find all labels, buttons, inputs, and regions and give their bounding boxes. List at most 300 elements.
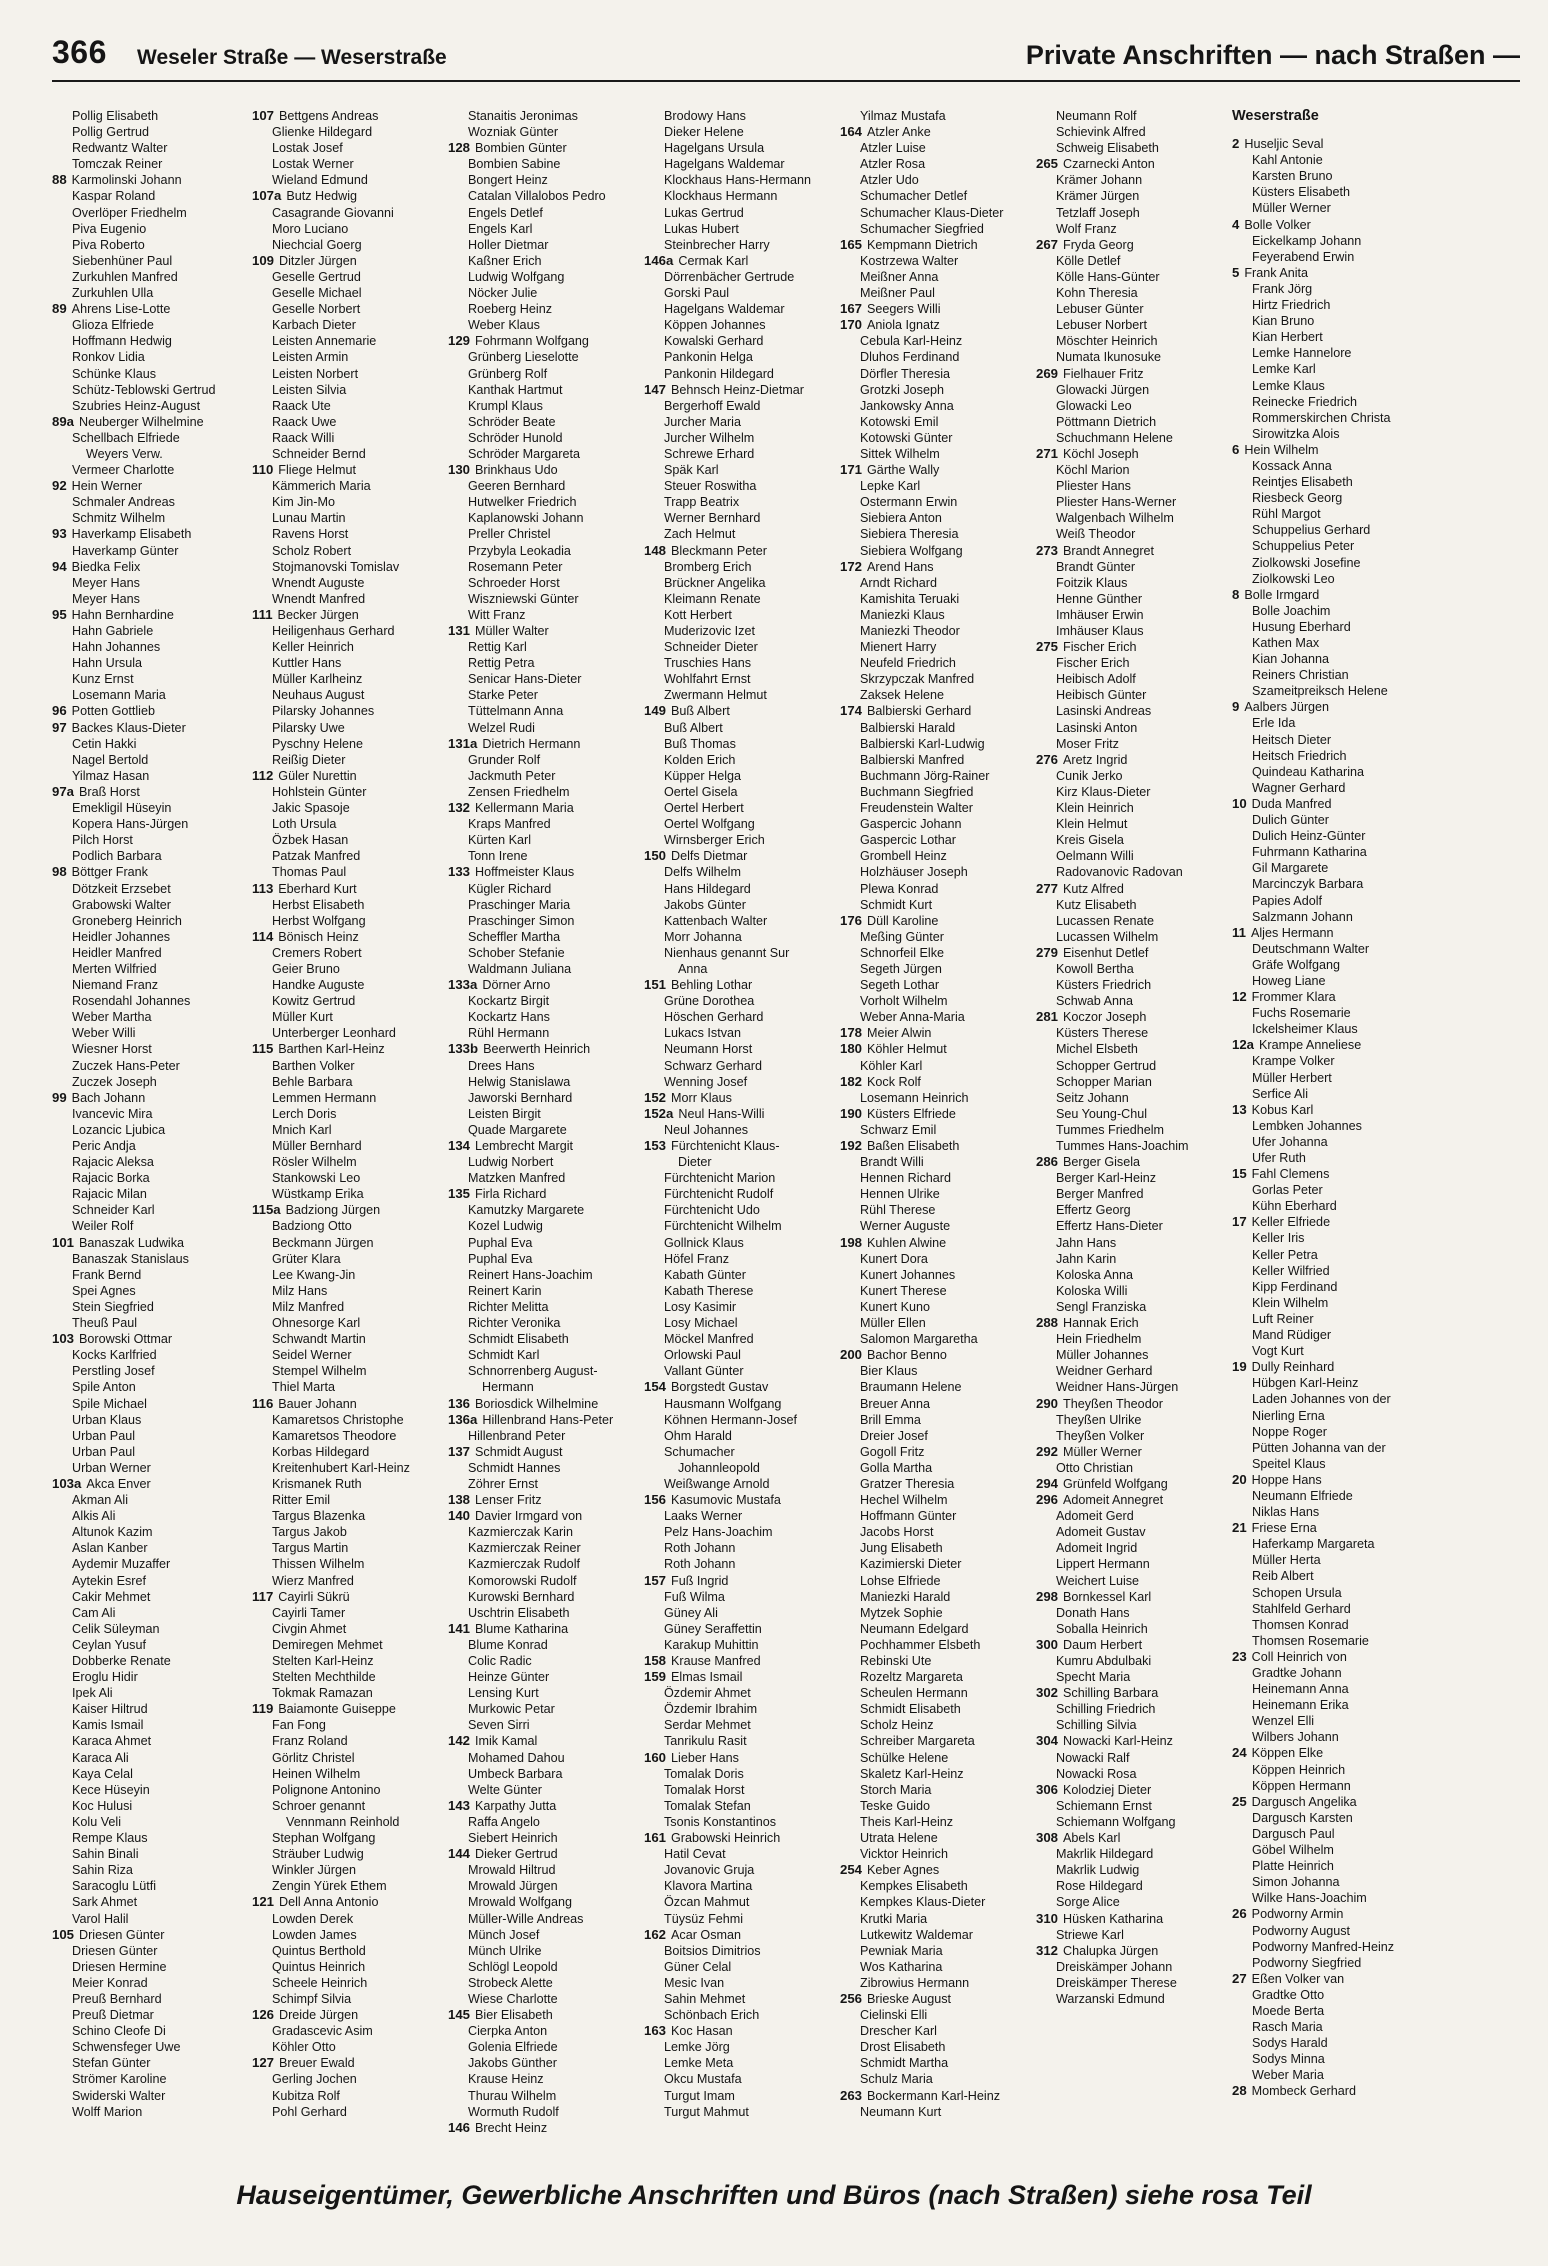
resident-name: Böttger Frank: [71, 865, 148, 880]
resident-entry: [644, 414, 840, 430]
resident-name: Meißner Paul: [860, 286, 935, 301]
resident-entry: [1036, 1701, 1232, 1717]
house-number: 92: [52, 478, 67, 494]
resident-name: Tomczak Reiner: [72, 157, 163, 172]
resident-name: Jung Elisabeth: [860, 1541, 943, 1556]
resident-name: Breuer Ewald: [279, 2056, 355, 2071]
resident-entry: [840, 752, 1036, 768]
resident-name: Lohse Elfriede: [860, 1573, 941, 1588]
resident-entry: [252, 1460, 448, 1476]
resident-entry: [52, 768, 252, 784]
resident-entry: [52, 2039, 252, 2055]
resident-name: Cakir Mehmet: [72, 1589, 151, 1604]
resident-name: Marcinczyk Barbara: [1252, 877, 1364, 892]
resident-entry: [644, 559, 840, 575]
resident-entry: [1232, 1681, 1424, 1697]
resident-entry: [840, 1573, 1036, 1589]
resident-entry: [52, 1846, 252, 1862]
resident-name: Schmidt Elisabeth: [860, 1702, 961, 1717]
resident-name: Krämer Johann: [1056, 173, 1143, 188]
resident-name: Ziolkowski Josefine: [1252, 555, 1361, 570]
resident-name: Nierling Erna: [1252, 1408, 1325, 1423]
resident-entry: [840, 237, 1036, 253]
resident-entry: [1036, 1669, 1232, 1685]
resident-entry: [840, 575, 1036, 591]
resident-name: Meßing Günter: [860, 929, 944, 944]
resident-name: Tummes Friedhelm: [1056, 1122, 1164, 1137]
resident-name: Kazmierczak Reiner: [468, 1541, 581, 1556]
resident-entry: [1036, 687, 1232, 703]
resident-entry: [644, 1331, 840, 1347]
resident-entry: [252, 1717, 448, 1733]
resident-name: Hahn Johannes: [72, 640, 161, 655]
resident-name: Niklas Hans: [1252, 1505, 1320, 1520]
resident-name: Heiligenhaus Gerhard: [272, 624, 395, 638]
resident-entry: [252, 784, 448, 800]
resident-name: Schwensfeger Uwe: [72, 2040, 181, 2055]
resident-name: Kempmann Dietrich: [867, 237, 978, 252]
resident-name: Quintus Heinrich: [272, 1959, 366, 1974]
resident-entry: [448, 784, 644, 800]
resident-name: Serdar Mehmet: [664, 1718, 751, 1733]
resident-entry: [52, 945, 252, 961]
resident-name: Jankowsky Anna: [860, 398, 954, 413]
resident-entry: [252, 1009, 448, 1025]
resident-name: Urban Werner: [72, 1460, 151, 1475]
resident-name: Stempel Wilhelm: [272, 1364, 367, 1379]
resident-entry: [252, 607, 448, 623]
resident-name: Lemke Hannelore: [1252, 346, 1352, 361]
resident-entry: [840, 1991, 1036, 2007]
resident-name: Brandt Annegret: [1063, 543, 1155, 558]
resident-entry: [1232, 1552, 1424, 1568]
resident-entry: [1036, 720, 1232, 736]
resident-name: Schumacher: [664, 1444, 735, 1459]
column-7: [1232, 108, 1424, 2148]
resident-entry: [1232, 474, 1424, 490]
resident-entry: [448, 1685, 644, 1701]
resident-entry: [644, 961, 840, 977]
resident-entry: [252, 720, 448, 736]
house-number: 286: [1036, 1154, 1059, 1170]
resident-entry: [1232, 1037, 1424, 1053]
resident-name: Klein Heinrich: [1056, 801, 1134, 816]
resident-entry: [1036, 1186, 1232, 1202]
resident-entry: [448, 897, 644, 913]
resident-entry: [1036, 913, 1232, 929]
resident-name: Lepke Karl: [860, 479, 921, 494]
resident-name: Schuppelius Gerhard: [1252, 523, 1371, 538]
resident-name: Dörfler Theresia: [860, 366, 951, 381]
resident-name: Klavora Martina: [664, 1879, 753, 1894]
resident-name: Lozancic Ljubica: [72, 1122, 166, 1137]
resident-name: Frank Bernd: [72, 1267, 142, 1282]
resident-name: Engels Detlef: [468, 205, 543, 220]
resident-entry: [252, 671, 448, 687]
resident-name: Aytekin Esref: [72, 1573, 146, 1588]
house-number: 126: [252, 2007, 275, 2023]
resident-name: Bauer Johann: [278, 1396, 357, 1411]
resident-name: Breuer Anna: [860, 1396, 931, 1411]
house-number: 97: [52, 719, 67, 735]
resident-name: Scheele Heinrich: [272, 1975, 368, 1990]
resident-entry: [644, 462, 840, 478]
resident-entry: [1232, 1536, 1424, 1552]
resident-entry: [252, 124, 448, 140]
resident-entry: [1036, 285, 1232, 301]
resident-name: Tummes Hans-Joachim: [1056, 1139, 1189, 1153]
resident-name: Zaksek Helene: [860, 688, 944, 703]
resident-entry: [644, 977, 840, 993]
resident-entry: [52, 1605, 252, 1621]
resident-name: Köppen Elke: [1251, 1746, 1324, 1761]
resident-entry: [1036, 1041, 1232, 1057]
resident-name: Geier Bruno: [272, 961, 340, 976]
resident-name: Golenia Elfriede: [468, 2040, 558, 2055]
resident-name: Tokmak Ramazan: [272, 1686, 373, 1701]
resident-entry: [252, 1251, 448, 1267]
resident-name: Fuhrmann Katharina: [1252, 845, 1367, 860]
resident-name: Leisten Armin: [272, 350, 349, 365]
resident-name: Bier Elisabeth: [475, 2008, 553, 2023]
house-number: 263: [840, 2087, 863, 2103]
resident-entry: [252, 1154, 448, 1170]
resident-name: Thissen Wilhelm: [272, 1557, 365, 1572]
resident-entry: [448, 1122, 644, 1138]
resident-entry: [52, 897, 252, 913]
resident-entry: [644, 832, 840, 848]
resident-entry: [840, 1025, 1036, 1041]
resident-name: Wilke Hans-Joachim: [1252, 1891, 1367, 1906]
resident-name: Freudenstein Walter: [860, 801, 973, 816]
resident-name: Pankonin Hildegard: [664, 366, 774, 381]
house-number: 133b: [448, 1041, 479, 1057]
resident-name: Lowden James: [272, 1927, 357, 1942]
house-number: 165: [840, 236, 863, 252]
resident-entry: [448, 1540, 644, 1556]
resident-entry: [840, 1637, 1036, 1653]
resident-name: Mand Rüdiger: [1252, 1328, 1332, 1343]
resident-entry: [252, 736, 448, 752]
resident-name: Kuhlen Alwine: [867, 1235, 947, 1250]
resident-name: Weißwange Arnold: [664, 1476, 770, 1491]
house-number: 298: [1036, 1588, 1059, 1604]
resident-entry: [840, 1508, 1036, 1524]
resident-entry: [52, 1637, 252, 1653]
resident-name: Geselle Norbert: [272, 302, 361, 317]
resident-name: Klein Wilhelm: [1252, 1295, 1329, 1310]
resident-entry: [1232, 1408, 1424, 1424]
resident-name: Salomon Margaretha: [860, 1332, 978, 1347]
resident-name: Buß Thomas: [664, 736, 736, 751]
resident-entry: [252, 526, 448, 542]
resident-name: Neumann Horst: [664, 1042, 753, 1057]
resident-entry: [840, 1428, 1036, 1444]
resident-entry: [840, 1363, 1036, 1379]
resident-name: Hans Hildegard: [664, 881, 751, 896]
resident-name: Rosendahl Johannes: [72, 994, 191, 1009]
resident-name: Kempkes Klaus-Dieter: [860, 1895, 986, 1910]
house-number: 12a: [1232, 1037, 1255, 1053]
resident-entry: [252, 1444, 448, 1460]
resident-entry: [840, 768, 1036, 784]
resident-name: Heitsch Friedrich: [1252, 748, 1347, 763]
resident-name: Dietrich Hermann: [482, 736, 581, 751]
resident-entry: [448, 1556, 644, 1572]
resident-entry: [252, 993, 448, 1009]
resident-name: Polignone Antonino: [272, 1782, 381, 1797]
resident-entry: [448, 382, 644, 398]
resident-name: Müller Kurt: [272, 1010, 333, 1025]
resident-name: Salzmann Johann: [1252, 909, 1353, 924]
resident-name: Noppe Roger: [1252, 1424, 1327, 1439]
resident-entry: [840, 703, 1036, 719]
resident-name: Alkis Ali: [72, 1509, 116, 1524]
resident-entry: [448, 430, 644, 446]
resident-name: Platte Heinrich: [1252, 1859, 1334, 1874]
resident-entry: [52, 784, 252, 800]
resident-name: Szameitpreiksch Helene: [1252, 684, 1388, 699]
resident-name: Utrata Helene: [860, 1831, 938, 1846]
resident-entry: [1232, 538, 1424, 554]
resident-name: Lemke Meta: [664, 2056, 734, 2071]
resident-entry: [1036, 607, 1232, 623]
resident-name: Borgstedt Gustav: [671, 1380, 769, 1395]
resident-entry: [448, 349, 644, 365]
resident-name: Reintjes Elisabeth: [1252, 475, 1353, 490]
resident-name: Roth Johann: [664, 1541, 736, 1556]
resident-name: Küsters Elfriede: [867, 1106, 956, 1121]
resident-name: Delfs Dietmar: [671, 849, 748, 864]
resident-name: Weber Maria: [1252, 2068, 1324, 2083]
resident-name: Mombeck Gerhard: [1251, 2084, 1356, 2099]
resident-name: Gaspercic Lothar: [860, 833, 956, 848]
resident-name: Jakic Spasoje: [272, 801, 350, 816]
resident-entry: [1036, 1106, 1232, 1122]
resident-entry: [644, 1814, 840, 1830]
resident-name: Zöhrer Ernst: [468, 1476, 538, 1491]
resident-entry: [448, 1251, 644, 1267]
resident-entry: [52, 301, 252, 317]
resident-name: Meyer Hans: [72, 591, 140, 606]
resident-entry: [1036, 1927, 1232, 1943]
resident-name: Seegers Willi: [867, 302, 941, 317]
resident-entry: [1232, 1440, 1424, 1456]
resident-entry: [644, 703, 840, 719]
resident-entry: [644, 1605, 840, 1621]
resident-name: Jaworski Bernhard: [468, 1090, 573, 1105]
resident-entry: [1036, 526, 1232, 542]
resident-name: Ohm Harald: [664, 1428, 732, 1443]
house-number: 304: [1036, 1733, 1059, 1749]
resident-name: Leisten Birgit: [468, 1106, 541, 1121]
resident-entry: [840, 188, 1036, 204]
resident-entry: [644, 671, 840, 687]
resident-name: Targus Martin: [272, 1541, 349, 1556]
resident-entry: [1232, 715, 1424, 731]
resident-entry: [448, 1444, 644, 1460]
resident-entry: [1036, 172, 1232, 188]
resident-entry: [644, 366, 840, 382]
resident-name: Leisten Silvia: [272, 382, 347, 397]
resident-entry: [1036, 1573, 1232, 1589]
resident-entry: [1036, 1170, 1232, 1186]
resident-entry: [448, 1830, 644, 1846]
resident-name: Hechel Wilhelm: [860, 1493, 948, 1508]
resident-entry: [644, 1170, 840, 1186]
resident-entry: [1036, 1218, 1232, 1234]
resident-entry: [840, 414, 1036, 430]
resident-name: Butz Hedwig: [286, 189, 358, 204]
page-number: 366: [52, 34, 107, 70]
resident-entry: [1036, 1299, 1232, 1315]
resident-entry: [448, 478, 644, 494]
resident-name: Umbeck Barbara: [468, 1766, 563, 1781]
house-number: 113: [252, 880, 274, 896]
resident-entry: [1036, 1589, 1232, 1605]
resident-entry: [52, 1460, 252, 1476]
resident-entry: [840, 1605, 1036, 1621]
resident-entry: [252, 800, 448, 816]
resident-name: Jahn Hans: [1056, 1235, 1117, 1250]
resident-entry: [644, 1540, 840, 1556]
resident-name: Hoffmeister Klaus: [475, 865, 575, 880]
resident-entry: [252, 881, 448, 897]
house-number: 88: [52, 172, 67, 188]
resident-name: Kirz Klaus-Dieter: [1056, 784, 1151, 799]
resident-entry: [1036, 559, 1232, 575]
resident-entry: [448, 977, 644, 993]
resident-entry: [1036, 1154, 1232, 1170]
house-number: 134: [448, 1138, 471, 1153]
resident-entry: [1036, 430, 1232, 446]
resident-entry: [52, 1653, 252, 1669]
resident-name: Tsonis Konstantinos: [664, 1814, 777, 1829]
resident-entry: [448, 108, 644, 124]
resident-entry: [1036, 1122, 1232, 1138]
resident-name: Atzler Anke: [867, 125, 931, 140]
resident-entry: [448, 800, 644, 816]
resident-entry: [448, 301, 644, 317]
resident-name: Reib Albert: [1252, 1569, 1314, 1584]
resident-entry: [252, 382, 448, 398]
resident-name: Karbach Dieter: [272, 318, 356, 333]
resident-name: Keller Wilfried: [1252, 1263, 1330, 1278]
resident-name: Werner Bernhard: [664, 511, 761, 526]
resident-entry: [840, 639, 1036, 655]
resident-entry: [644, 526, 840, 542]
resident-entry: [52, 1492, 252, 1508]
resident-entry: [1232, 1890, 1424, 1906]
resident-entry: [1036, 333, 1232, 349]
resident-entry: [448, 1009, 644, 1025]
resident-entry: [1036, 317, 1232, 333]
resident-name: Stephan Wolfgang: [272, 1831, 376, 1846]
resident-name: Wenzel Elli: [1252, 1714, 1315, 1729]
resident-name: Köhler Helmut: [867, 1042, 947, 1057]
resident-name: Husung Eberhard: [1252, 619, 1351, 634]
resident-entry: [1036, 140, 1232, 156]
resident-name: Kölle Hans-Günter: [1056, 269, 1160, 284]
resident-name: Bachor Benno: [867, 1348, 947, 1363]
resident-name: Siebiera Theresia: [860, 527, 959, 542]
resident-entry: [840, 172, 1036, 188]
resident-name: Truschies Hans: [664, 656, 752, 671]
resident-entry: [1232, 281, 1424, 297]
house-number: 163: [644, 2023, 667, 2039]
resident-name: Wnendt Manfred: [272, 591, 366, 606]
resident-name: Grabowski Walter: [72, 897, 171, 912]
resident-entry: [1232, 1021, 1424, 1037]
resident-name: Lerch Doris: [272, 1106, 337, 1121]
resident-entry: [644, 1476, 840, 1492]
resident-entry: [1036, 1058, 1232, 1074]
resident-name: Murkowic Petar: [468, 1702, 555, 1717]
resident-name: Adomeit Gerd: [1056, 1509, 1134, 1524]
resident-entry: [840, 2055, 1036, 2071]
resident-entry: [840, 1186, 1036, 1202]
resident-entry: [644, 2088, 840, 2104]
resident-entry: [252, 317, 448, 333]
resident-entry: [52, 929, 252, 945]
resident-name: Tomalak Doris: [664, 1766, 744, 1781]
resident-entry: [448, 1717, 644, 1733]
resident-entry: [644, 1025, 840, 1041]
resident-name: Schroer genannt: [272, 1798, 366, 1813]
resident-entry: [644, 1733, 840, 1749]
resident-name: Schrewe Erhard: [664, 446, 755, 461]
resident-name: Köppen Johannes: [664, 318, 766, 333]
resident-name: Effertz Hans-Dieter: [1056, 1219, 1163, 1234]
resident-entry: [448, 1975, 644, 1991]
resident-name: Wieland Edmund: [272, 173, 368, 188]
resident-name: Plewa Konrad: [860, 881, 939, 896]
house-number: 97a: [52, 783, 75, 799]
resident-entry: [840, 1331, 1036, 1347]
resident-name: Oelmann Willi: [1056, 849, 1134, 864]
resident-name: Pewniak Maria: [860, 1943, 943, 1958]
resident-name: Strobeck Alette: [468, 1975, 553, 1990]
resident-entry: [1036, 929, 1232, 945]
resident-name: Theuß Paul: [72, 1316, 138, 1331]
resident-entry: [1232, 1971, 1424, 1987]
resident-entry: [252, 639, 448, 655]
resident-entry: [52, 1283, 252, 1299]
resident-name: Heinemann Erika: [1252, 1698, 1349, 1713]
resident-entry: [52, 1235, 252, 1251]
resident-name: Urban Klaus: [72, 1412, 142, 1427]
resident-name: Kahl Antonie: [1252, 153, 1323, 168]
resident-entry: [52, 172, 252, 188]
resident-entry: [1232, 1247, 1424, 1263]
resident-name: Deutschmann Walter: [1252, 941, 1370, 956]
resident-name: Driesen Hermine: [72, 1959, 167, 1974]
resident-entry: [1232, 1939, 1424, 1955]
resident-entry: [52, 2104, 252, 2120]
resident-name: Drees Hans: [468, 1058, 535, 1073]
resident-name: Dieker Helene: [664, 125, 744, 140]
resident-entry: [1036, 462, 1232, 478]
resident-name: Fürchtenicht Klaus-: [671, 1139, 780, 1153]
resident-entry: [448, 864, 644, 880]
resident-name: Schünke Klaus: [72, 366, 157, 381]
resident-entry: [840, 1766, 1036, 1782]
resident-name: Dreiskämper Johann: [1056, 1959, 1173, 1974]
resident-entry: [52, 1782, 252, 1798]
column-6: [1036, 108, 1232, 2148]
resident-name: Kotowski Günter: [860, 430, 953, 445]
resident-name: Steuer Roswitha: [664, 479, 757, 494]
